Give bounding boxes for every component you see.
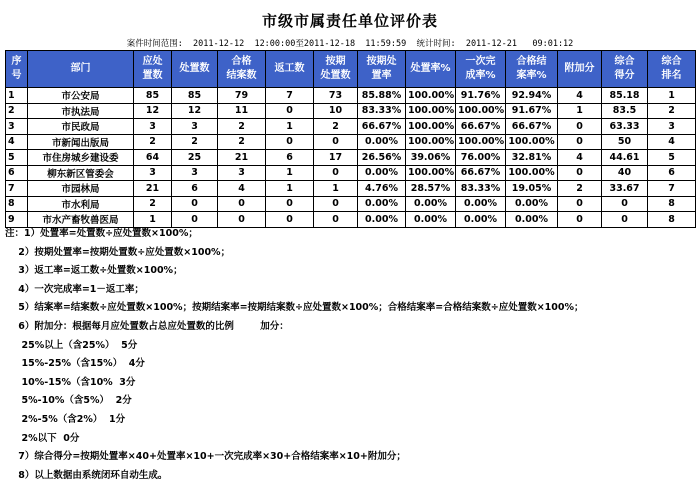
table-cell: 66.67% [358,119,406,135]
table-cell: 1 [266,165,314,181]
table-cell: 0.00% [358,134,406,150]
table-cell: 100.00% [506,165,558,181]
table-cell: 83.5 [602,103,648,119]
table-cell: 66.67% [456,165,506,181]
table-cell: 0 [558,119,602,135]
table-cell: 25 [172,150,218,166]
table-cell: 12 [134,103,172,119]
table-cell: 10 [314,103,358,119]
table-cell: 1 [266,181,314,197]
footnotes [5,225,695,485]
table-cell: 2 [134,196,172,212]
table-cell: 0 [266,196,314,212]
table-cell: 64 [134,150,172,166]
table-row [6,165,696,181]
footnote-line: 8）以上数据由系统闭环自动生成。 [5,469,168,481]
table-cell: 3 [6,119,28,135]
table-cell: 5 [648,150,696,166]
table-cell: 79 [218,88,266,104]
table-cell: 0.00% [506,196,558,212]
table-cell: 6 [6,165,28,181]
table-cell: 0 [218,212,266,228]
table-cell: 66.67% [506,119,558,135]
table-cell: 73 [314,88,358,104]
table-cell: 0 [218,196,266,212]
table-cell: 0.00% [358,196,406,212]
footnote-line: 6）附加分：根据每月应处置数占总应处置数的比例 加分： [5,320,289,332]
table-cell: 2 [172,134,218,150]
table-cell: 76.00% [456,150,506,166]
footnote-line: 5%-10%（含5%） 2分 [5,395,132,407]
table-cell: 4 [6,134,28,150]
column-header: 按期处 置率 [358,51,406,88]
table-cell: 66.67% [456,119,506,135]
department-cell: 市民政局 [28,119,134,135]
table-cell: 85.88% [358,88,406,104]
footnote-line: 2）按期处置率=按期处置数÷应处置数×100%； [5,246,231,258]
table-cell: 1 [134,212,172,228]
department-cell: 市公安局 [28,88,134,104]
table-cell: 8 [648,212,696,228]
table-cell: 4 [218,181,266,197]
table-cell: 3 [218,165,266,181]
table-cell: 3 [172,119,218,135]
table-cell: 3 [648,119,696,135]
department-cell: 柳东新区管委会 [28,165,134,181]
table-cell: 63.33 [602,119,648,135]
table-cell: 91.76% [456,88,506,104]
table-cell: 100.00% [406,103,456,119]
table-cell: 100.00% [406,165,456,181]
table-cell: 6 [266,150,314,166]
table-cell: 21 [218,150,266,166]
table-cell: 3 [172,165,218,181]
table-cell: 2 [558,181,602,197]
table-cell: 39.06% [406,150,456,166]
table-cell: 4 [648,134,696,150]
table-cell: 6 [172,181,218,197]
column-header: 序 号 [6,51,28,88]
table-row [6,134,696,150]
table-row [6,181,696,197]
table-cell: 28.57% [406,181,456,197]
department-cell: 市园林局 [28,181,134,197]
column-header: 处置率% [406,51,456,88]
table-cell: 1 [314,181,358,197]
table-cell: 92.94% [506,88,558,104]
table-row [6,196,696,212]
table-cell: 83.33% [358,103,406,119]
table-cell: 0 [314,165,358,181]
table-row [6,119,696,135]
column-header: 应处 置数 [134,51,172,88]
table-cell: 9 [6,212,28,228]
table-row [6,150,696,166]
table-cell: 1 [266,119,314,135]
table-cell: 0.00% [506,212,558,228]
table-cell: 0.00% [406,196,456,212]
report-time-range: 案件时间范围: 2011-12-12 12:00:00至2011-12-18 11:59:59 统计时间: 2011-12-21 09:01:12 [126,39,574,49]
table-cell: 91.67% [506,103,558,119]
table-cell: 0 [558,165,602,181]
table-cell: 100.00% [406,119,456,135]
column-header: 附加分 [558,51,602,88]
footnote-line: 3）返工率=返工数÷处置数×100%； [5,265,183,277]
table-cell: 85 [134,88,172,104]
table-cell: 50 [602,134,648,150]
table-cell: 0 [558,212,602,228]
column-header: 部门 [28,51,134,88]
table-cell: 7 [6,181,28,197]
table-cell: 1 [558,103,602,119]
column-header: 合格结 案率% [506,51,558,88]
table-header-row [6,51,696,88]
table-cell: 100.00% [406,88,456,104]
table-cell: 8 [6,196,28,212]
table-cell: 0 [314,134,358,150]
table-cell: 19.05% [506,181,558,197]
department-cell: 市新闻出版局 [28,134,134,150]
table-cell: 4.76% [358,181,406,197]
table-cell: 1 [6,88,28,104]
table-cell: 0 [602,196,648,212]
table-cell: 0.00% [456,212,506,228]
table-cell: 1 [648,88,696,104]
department-cell: 市住房城乡建设委 [28,150,134,166]
table-cell: 0 [558,196,602,212]
table-cell: 33.67 [602,181,648,197]
table-cell: 85 [172,88,218,104]
column-header: 按期 处置数 [314,51,358,88]
table-cell: 11 [218,103,266,119]
table-cell: 85.18 [602,88,648,104]
footnote-line: 2%以下 0分 [5,432,80,444]
table-cell: 0 [314,196,358,212]
table-cell: 12 [172,103,218,119]
table-cell: 2 [314,119,358,135]
column-header: 处置数 [172,51,218,88]
table-cell: 0 [266,212,314,228]
table-cell: 17 [314,150,358,166]
table-row [6,88,696,104]
table-cell: 7 [648,181,696,197]
department-cell: 市水利局 [28,196,134,212]
table-cell: 4 [558,88,602,104]
table-cell: 0 [314,212,358,228]
column-header: 合格 结案数 [218,51,266,88]
table-cell: 0.00% [406,212,456,228]
column-header: 综合 排名 [648,51,696,88]
footnote-line: 15%-25%（含15%） 4分 [5,358,145,370]
table-cell: 3 [134,165,172,181]
evaluation-table [5,50,696,228]
table-cell: 8 [648,196,696,212]
table-cell: 0 [266,134,314,150]
table-cell: 2 [134,134,172,150]
column-header: 综合 得分 [602,51,648,88]
table-cell: 4 [558,150,602,166]
table-cell: 100.00% [456,134,506,150]
footnote-line: 2%-5%（含2%） 1分 [5,413,126,425]
table-cell: 0 [558,134,602,150]
table-cell: 44.61 [602,150,648,166]
table-cell: 32.81% [506,150,558,166]
table-cell: 0 [172,212,218,228]
table-cell: 3 [134,119,172,135]
table-cell: 5 [6,150,28,166]
table-cell: 40 [602,165,648,181]
column-header: 返工数 [266,51,314,88]
table-cell: 2 [648,103,696,119]
footnote-line: 10%-15%（含10% 3分 [5,376,136,388]
footnote-line: 5）结案率=结案数÷应处置数×100%；按期结案率=按期结案数÷应处置数×100%；合格结案率=合格结案数÷应处置数×100%； [5,302,584,314]
table-cell: 0 [172,196,218,212]
table-cell: 0.00% [358,212,406,228]
table-row [6,103,696,119]
table-cell: 83.33% [456,181,506,197]
table-cell: 6 [648,165,696,181]
table-cell: 7 [266,88,314,104]
footnote-line: 注：1）处置率=处置数÷应处置数×100%； [5,228,198,239]
table-cell: 2 [6,103,28,119]
footnote-line: 7）综合得分=按期处置率×40+处置率×10+一次完成率×30+合格结案率×10+附加分； [5,451,406,463]
report-title: 市级市属责任单位评价表 [261,12,438,30]
table-cell: 100.00% [456,103,506,119]
footnote-line: 25%以上（含25%） 5分 [5,339,138,351]
table-cell: 0.00% [456,196,506,212]
table-cell: 2 [218,134,266,150]
column-header: 一次完 成率% [456,51,506,88]
table-cell: 0 [266,103,314,119]
footnote-line: 4）一次完成率=1－返工率； [5,283,144,295]
table-cell: 26.56% [358,150,406,166]
department-cell: 市水产畜牧兽医局 [28,212,134,228]
table-cell: 2 [218,119,266,135]
table-cell: 100.00% [506,134,558,150]
department-cell: 市执法局 [28,103,134,119]
table-cell: 21 [134,181,172,197]
table-cell: 0.00% [358,165,406,181]
table-cell: 100.00% [406,134,456,150]
table-cell: 0 [602,212,648,228]
table-body [6,88,696,228]
